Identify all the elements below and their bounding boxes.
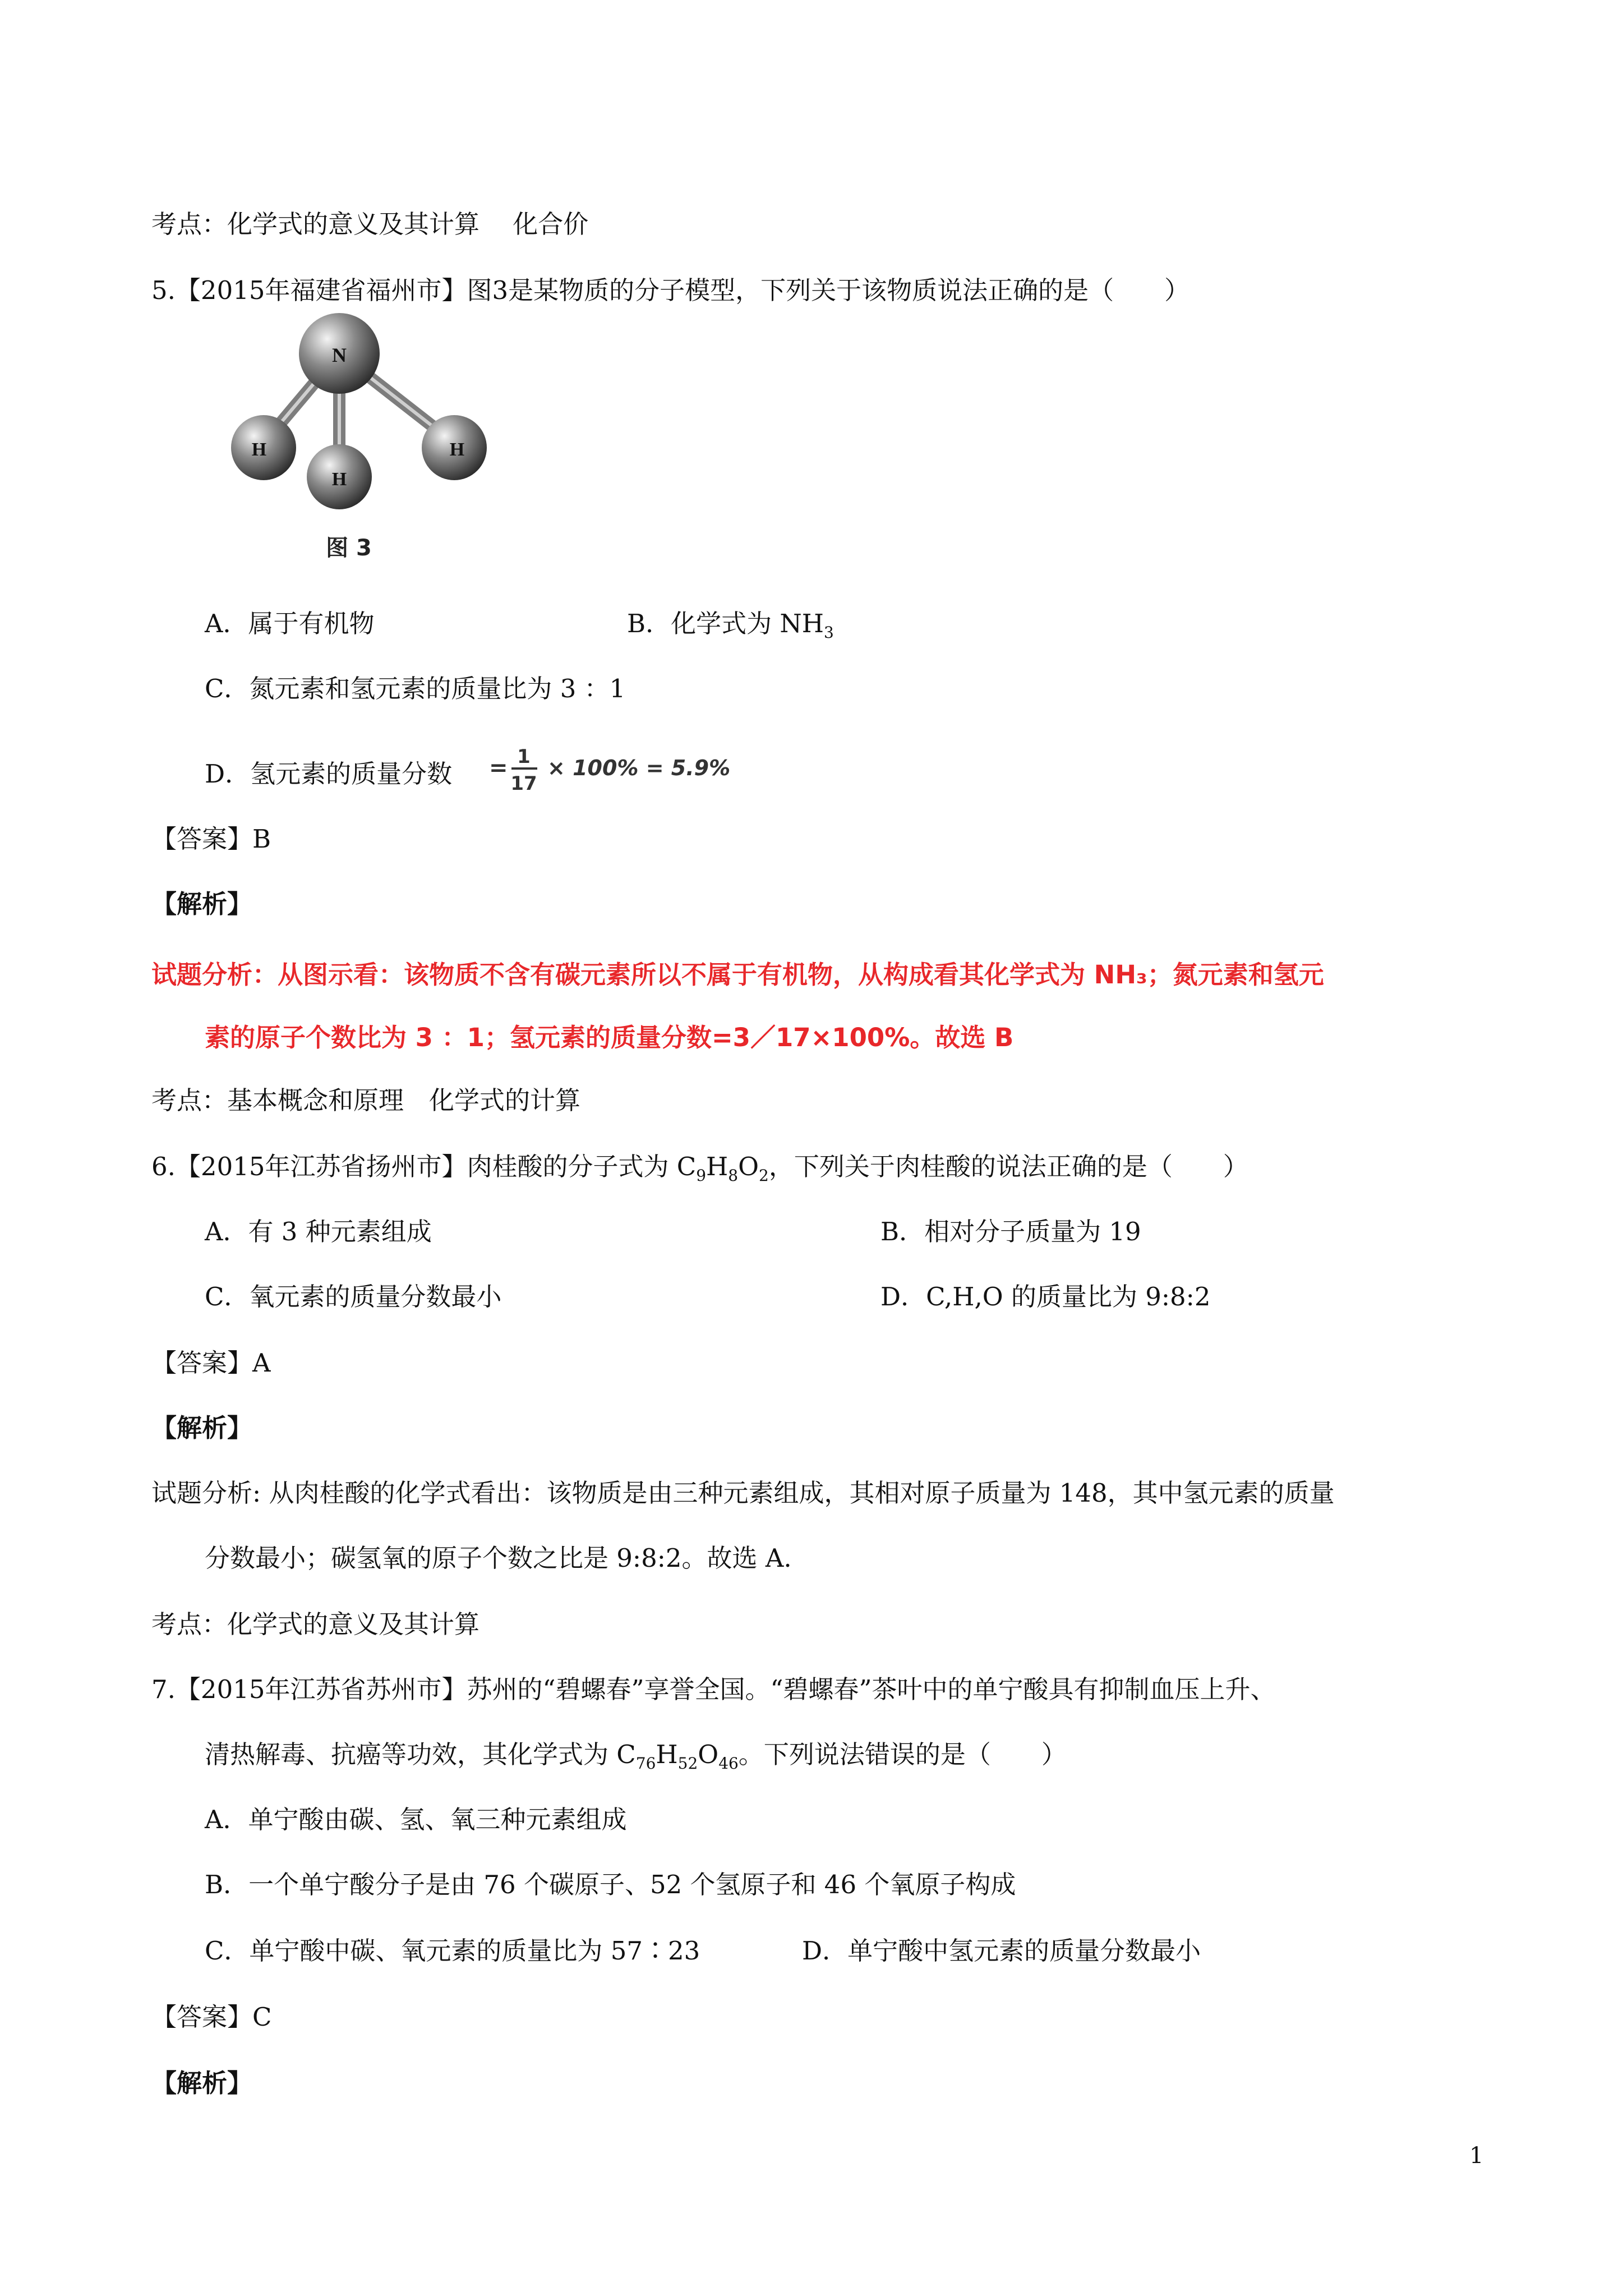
q7-option-b: B．一个单宁酸分子是由 76 个碳原子、52 个氢原子和 46 个氧原子构成	[205, 1870, 1016, 1899]
q5-kaodian: 考点：基本概念和原理 化学式的计算	[151, 1085, 581, 1115]
q5-option-d: D．氢元素的质量分数	[205, 759, 453, 789]
q6-element-o: O	[738, 1152, 759, 1181]
figure-caption: 图 3	[326, 535, 372, 561]
q5-stem: 5.【2015年福建省福州市】图3是某物质的分子模型，下列关于该物质说法正确的是（ ）	[151, 275, 1190, 305]
q5-option-d-formula	[487, 739, 812, 801]
q6-stem-prefix: 6.【2015年江苏省扬州市】肉桂酸的分子式为 C	[151, 1152, 697, 1181]
formula-numerator: 1	[517, 746, 531, 768]
q5-analysis-label: 【解析】	[151, 889, 253, 919]
q6-option-b: B．相对分子质量为 19	[880, 1217, 1141, 1246]
q7-stem-line-2	[205, 1738, 1067, 1772]
q5-option-b-text: B．化学式为 NH	[627, 609, 824, 638]
q6-analysis-line-1: 试题分析: 从肉桂酸的化学式看出：该物质是由三种元素组成，其相对原子质量为 148，其中氢元素的质量	[151, 1478, 1335, 1508]
q7-element-o: O	[698, 1740, 719, 1769]
q6-option-c: C．氧元素的质量分数最小	[205, 1282, 502, 1312]
q7-stem-prefix: 清热解毒、抗癌等功效，其化学式为 C	[205, 1740, 636, 1769]
q7-option-c: C．单宁酸中碳、氧元素的质量比为 57∶23	[205, 1936, 700, 1966]
q6-analysis-line-2: 分数最小；碳氢氧的原子个数之比是 9:8:2。故选 A.	[205, 1543, 792, 1573]
q6-kaodian: 考点：化学式的意义及其计算	[151, 1609, 480, 1639]
ammonia-molecule-illustration	[219, 303, 499, 567]
formula-tail: × 100% = 5.9%	[547, 756, 731, 780]
hydrogen-left-label: H	[251, 439, 267, 460]
page-number: 1	[1469, 2143, 1484, 2169]
q6-sub-h: 8	[728, 1166, 739, 1185]
q6-option-a: A．有 3 种元素组成	[205, 1217, 432, 1246]
q6-answer: 【答案】A	[151, 1348, 271, 1378]
q5-option-c: C．氮元素和氢元素的质量比为 3 ：1	[205, 674, 626, 703]
q5-analysis-line-1: 试题分析：从图示看：该物质不含有碳元素所以不属于有机物，从构成看其化学式为 NH₃；氮元素和氢元	[151, 960, 1324, 990]
q7-sub-o: 46	[718, 1754, 739, 1773]
q6-analysis-label: 【解析】	[151, 1413, 253, 1443]
q5-answer: 【答案】B	[151, 824, 271, 854]
q7-stem-suffix: 。下列说法错误的是（ ）	[738, 1740, 1067, 1769]
q7-sub-h: 52	[677, 1754, 698, 1773]
molecule-model-figure	[219, 303, 499, 567]
q7-stem-line-1: 7.【2015年江苏省苏州市】苏州的“碧螺春”享誉全国。“碧螺春”茶叶中的单宁酸具有抑制血压上升、	[151, 1674, 1276, 1704]
q6-sub-c: 9	[696, 1166, 707, 1185]
q7-sub-c: 76	[635, 1754, 656, 1773]
q7-analysis-label: 【解析】	[151, 2068, 253, 2098]
nitrogen-label: N	[332, 344, 347, 366]
q5-option-b-subscript: 3	[824, 623, 834, 642]
formula-equals: =	[489, 755, 508, 781]
q6-sub-o: 2	[759, 1166, 769, 1185]
q6-element-h: H	[706, 1152, 728, 1181]
hydrogen-bottom-label: H	[331, 469, 347, 490]
q5-analysis-line-2: 素的原子个数比为 3 ：1；氢元素的质量分数=3／17×100%。故选 B	[205, 1023, 1014, 1052]
q7-element-h: H	[656, 1740, 678, 1769]
formula-denominator: 17	[510, 772, 537, 795]
q6-stem-suffix: ，下列关于肉桂酸的说法正确的是（ ）	[768, 1152, 1248, 1181]
q7-answer: 【答案】C	[151, 2002, 272, 2032]
kaodian-q4: 考点：化学式的意义及其计算 化合价	[151, 209, 589, 239]
hydrogen-right-label: H	[449, 439, 465, 460]
q5-option-b	[627, 607, 834, 641]
q7-option-a: A．单宁酸由碳、氢、氧三种元素组成	[205, 1805, 627, 1834]
q5-option-a: A．属于有机物	[205, 609, 375, 638]
q6-option-d: D．C,H,O 的质量比为 9:8:2	[880, 1282, 1211, 1312]
q6-stem	[151, 1150, 1248, 1184]
q7-option-d: D．单宁酸中氢元素的质量分数最小	[802, 1936, 1201, 1966]
